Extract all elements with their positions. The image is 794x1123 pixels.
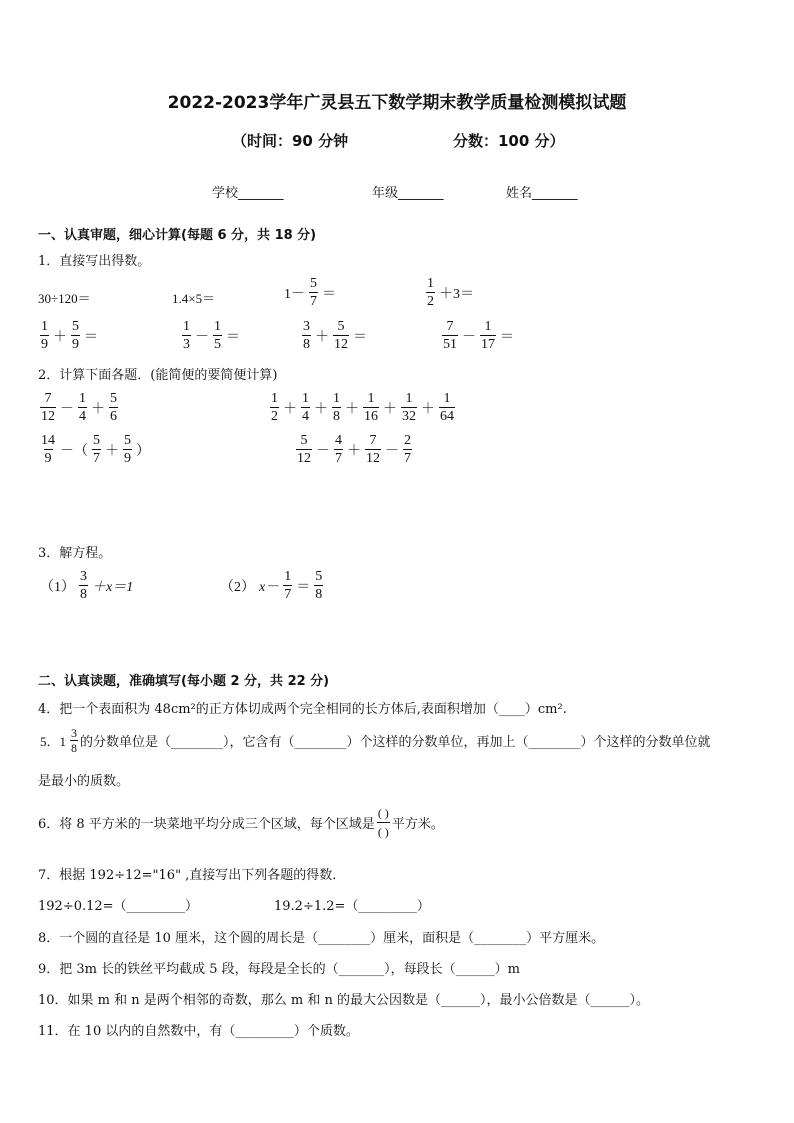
grade-field[interactable]: 年级_______ — [372, 186, 444, 201]
question-3: 3．解方程。 — [38, 546, 112, 561]
question-5: 5．1 $\frac{3}{8}$ 的分数单位是（________），它含有（________）个这样的分数单位，再加上（________）个这样的分数单位就 — [40, 726, 711, 755]
question-8: 8．一个圆的直径是 10 厘米，这个圆的周长是（________）厘米，面积是（________）平方厘米。 — [38, 931, 605, 946]
school-field[interactable]: 学校_______ — [212, 186, 284, 201]
q2-item-a: $\frac{7}{12}$ － $\frac{1}{4}$ ＋ $\frac{5}{6}$ — [41, 391, 117, 424]
section-1-heading: 一、认真审题，细心计算(每题 6 分，共 18 分) — [38, 228, 317, 243]
question-5-continued: 是最小的质数。 — [38, 774, 130, 789]
q1-item-b: 1.4×5＝ — [172, 291, 216, 306]
question-7: 7．根据 192÷12="16" ,直接写出下列各题的得数． — [38, 868, 346, 883]
exam-time: （时间：90 分钟 — [232, 132, 349, 150]
question-6: 6．将 8 平方米的一块菜地平均分成三个区域，每个区域是 $\frac{( )}{( )}$ 平方米。 — [38, 806, 444, 839]
q1-item-c: 1－ $\frac{5}{7}$ ＝ — [284, 276, 336, 309]
q3-equation-1: （1） $\frac{3}{8}$ ＋x＝1 — [40, 569, 134, 602]
q2-item-d: $\frac{5}{12}$ － $\frac{4}{7}$ ＋ $\frac{7}{12}$ － $\frac{2}{7}$ — [297, 433, 411, 466]
question-11: 11．在 10 以内的自然数中，有（_________）个质数。 — [38, 1024, 359, 1039]
q1-item-e: $\frac{1}{9}$ ＋ $\frac{5}{9}$ ＝ — [41, 319, 98, 352]
q1-item-f: $\frac{1}{3}$ － $\frac{1}{5}$ ＝ — [183, 319, 240, 352]
q3-equation-2: （2） x－ $\frac{1}{7}$ ＝ $\frac{5}{8}$ — [220, 569, 323, 602]
question-2: 2．计算下面各题．(能简便的要简便计算) — [38, 368, 278, 383]
question-10: 10．如果 m 和 n 是两个相邻的奇数，那么 m 和 n 的最大公因数是（______），最小公倍数是（______）。 — [38, 993, 650, 1008]
q2-item-c: $\frac{14}{9}$ －（ $\frac{5}{7}$ ＋ $\frac{5}{9}$ ） — [41, 433, 150, 466]
q1-item-g: $\frac{3}{8}$ ＋ $\frac{5}{12}$ ＝ — [303, 319, 367, 352]
section-2-heading: 二、认真读题，准确填写(每小题 2 分，共 22 分) — [38, 674, 330, 689]
q7-item-a: 192÷0.12=（_________） — [38, 899, 199, 914]
q1-item-a: 30÷120＝ — [38, 291, 91, 306]
q1-item-d: $\frac{1}{2}$ ＋3＝ — [427, 276, 474, 309]
question-9: 9．把 3m 长的铁丝平均截成 5 段，每段是全长的（_______），每段长（______）m — [38, 962, 520, 977]
question-1: 1．直接写出得数。 — [38, 254, 151, 269]
page-title: 2022-2023学年广灵县五下数学期末教学质量检测模拟试题 — [167, 93, 627, 113]
q2-item-b: $\frac{1}{2}$ ＋ $\frac{1}{4}$ ＋ $\frac{1}{8}$ ＋ $\frac{1}{16}$ ＋ $\frac{1}{32}$ ＋ $\frac{1}{64}$ — [271, 391, 454, 424]
name-field[interactable]: 姓名_______ — [506, 186, 578, 201]
exam-score: 分数：100 分） — [453, 132, 565, 150]
question-4: 4．把一个表面积为 48cm²的正方体切成两个完全相同的长方体后,表面积增加（____）cm². — [38, 702, 567, 717]
q1-item-h: $\frac{7}{51}$ － $\frac{1}{17}$ ＝ — [443, 319, 514, 352]
q7-item-b: 19.2÷1.2=（_________） — [274, 899, 430, 914]
